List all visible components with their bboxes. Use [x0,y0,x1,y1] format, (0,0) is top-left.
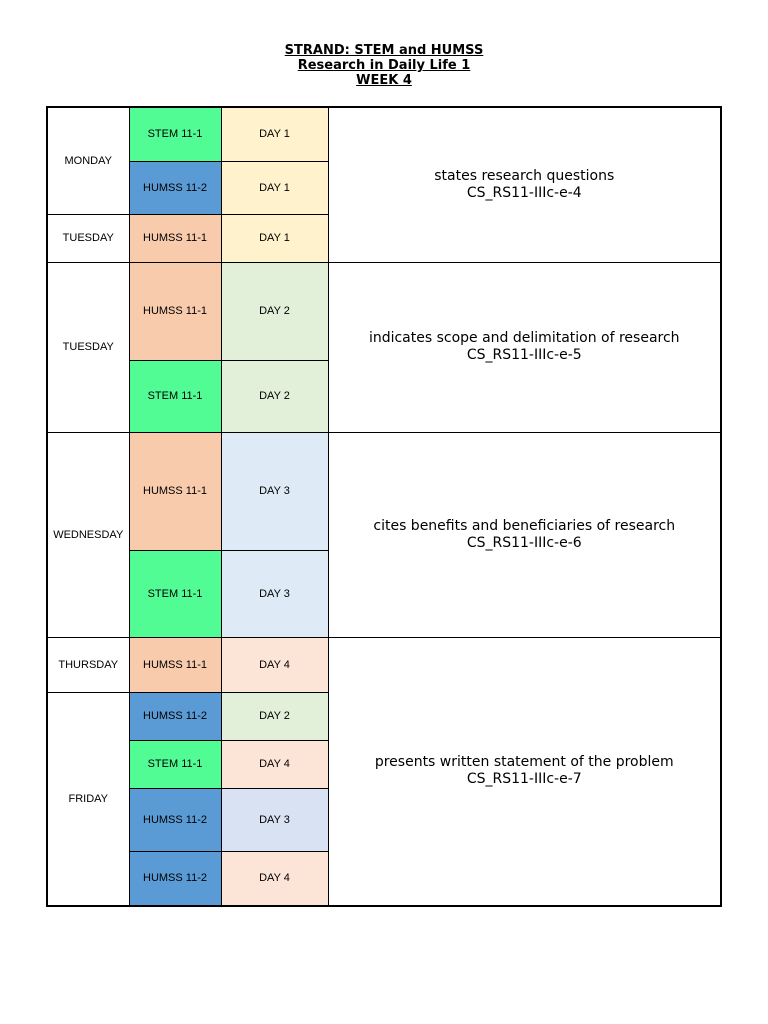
competency-text: presents written statement of the problem [374,754,674,771]
subject-title: Research in Daily Life 1 [297,58,471,73]
competency-cell [328,432,721,637]
section-cell: HUMSS 11-2 [129,851,221,906]
session-cell: DAY 3 [221,550,328,637]
session-cell: DAY 4 [221,740,328,788]
day-cell: TUESDAY [47,262,129,432]
section-cell: STEM 11-1 [129,360,221,432]
week-title: WEEK 4 [356,73,412,88]
session-cell: DAY 1 [221,161,328,214]
competency-code: CS_RS11-IIIc-e-7 [466,771,582,788]
competency-code: CS_RS11-IIIc-e-6 [466,534,582,551]
section-cell: STEM 11-1 [129,107,221,161]
competency-text: indicates scope and delimitation of research [368,330,680,346]
section-cell: HUMSS 11-1 [129,432,221,550]
table-row [47,637,721,692]
day-cell: TUESDAY [47,214,129,262]
session-cell: DAY 3 [221,432,328,550]
competency-cell [328,107,721,262]
day-cell: FRIDAY [47,692,129,906]
session-cell: DAY 1 [221,214,328,262]
section-cell: STEM 11-1 [129,740,221,788]
section-cell: HUMSS 11-1 [129,637,221,692]
day-cell: WEDNESDAY [47,432,129,637]
strand-title: STRAND: STEM and HUMSS [284,43,484,58]
section-cell: HUMSS 11-2 [129,161,221,214]
day-cell: THURSDAY [47,637,129,692]
session-cell: DAY 2 [221,692,328,740]
section-cell: HUMSS 11-2 [129,788,221,851]
table-row [47,262,721,360]
session-cell: DAY 2 [221,360,328,432]
section-cell: STEM 11-1 [129,550,221,637]
section-cell: HUMSS 11-1 [129,214,221,262]
section-cell: HUMSS 11-1 [129,262,221,360]
session-cell: DAY 3 [221,788,328,851]
competency-cell [328,637,721,906]
competency-text: cites benefits and beneficiaries of research [373,517,676,534]
document-header [0,43,768,88]
table-row [47,107,721,161]
competency-cell [328,262,721,432]
session-cell: DAY 4 [221,637,328,692]
day-cell: MONDAY [47,107,129,214]
session-cell: DAY 1 [221,107,328,161]
session-cell: DAY 2 [221,262,328,360]
table-row [47,432,721,550]
competency-text: states research questions [434,167,615,184]
schedule-table [46,106,722,907]
session-cell: DAY 4 [221,851,328,906]
competency-code: CS_RS11-IIIc-e-5 [466,347,582,363]
competency-code: CS_RS11-IIIc-e-4 [466,184,582,201]
section-cell: HUMSS 11-2 [129,692,221,740]
